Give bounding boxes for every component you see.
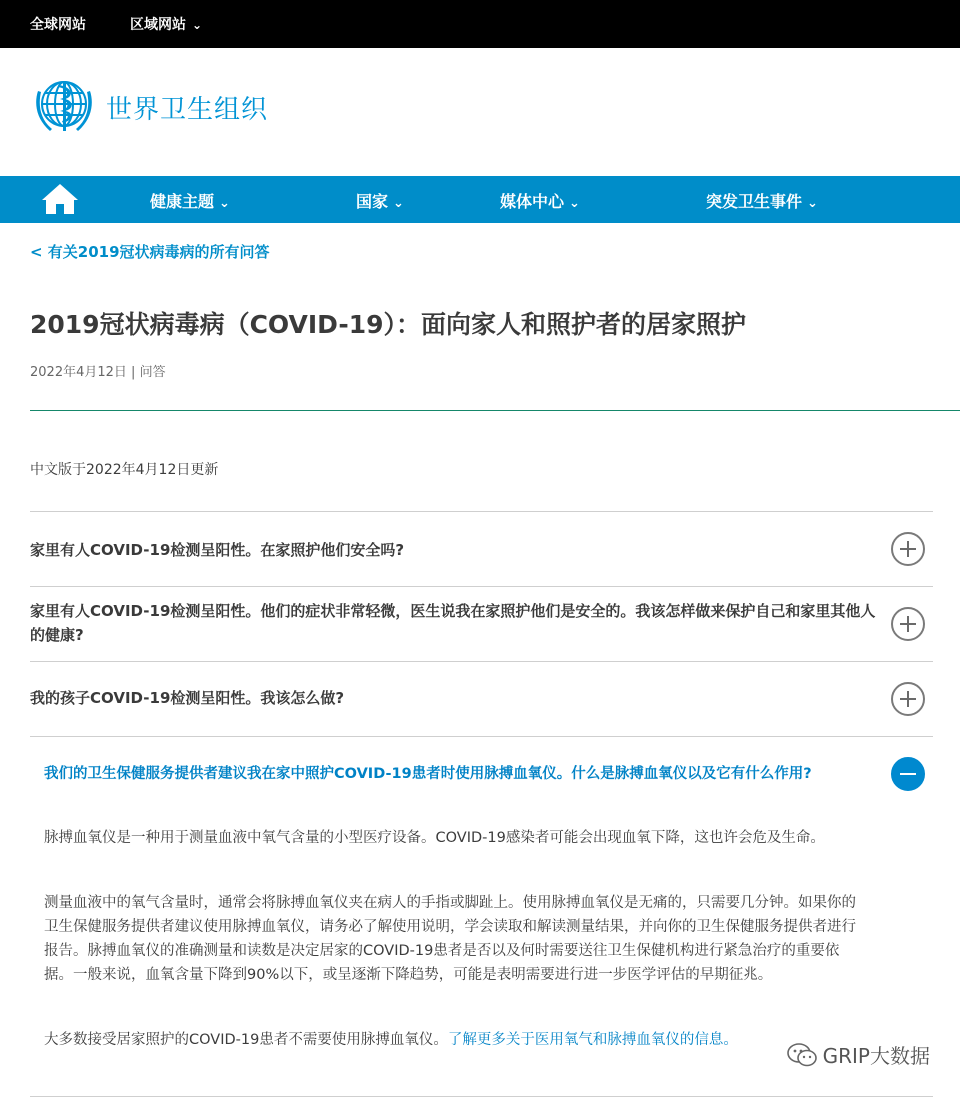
answer-text: 大多数接受居家照护的COVID-19患者不需要使用脉搏血氧仪。 xyxy=(44,1032,448,1048)
chevron-down-icon: ⌄ xyxy=(569,196,580,211)
title-divider xyxy=(30,410,960,411)
page-title: 2019冠状病毒病（COVID-19）：面向家人和照护者的居家照护 xyxy=(30,310,747,339)
faq-question: 我的孩子COVID-19检测呈阳性。我该怎么做? xyxy=(30,689,345,707)
nav-item-emergencies[interactable] xyxy=(706,189,818,212)
chevron-down-icon: ⌄ xyxy=(393,196,404,211)
regional-sites-label: 区域网站 xyxy=(130,17,186,33)
nav-item-health-topics[interactable] xyxy=(150,189,230,212)
answer-paragraph xyxy=(44,1028,864,1052)
expand-plus-icon[interactable] xyxy=(891,682,925,716)
publish-date: 2022年4月12日 xyxy=(30,365,127,380)
regional-sites-dropdown[interactable] xyxy=(130,14,202,34)
answer-paragraph: 测量血液中的氧气含量时，通常会将脉搏血氧仪夹在病人的手指或脚趾上。使用脉搏血氧仪是无痛的，只需要几分钟。如果你的卫生保健服务提供者建议使用脉搏血氧仪，请务必了解使用说明，学会读取和解读测量结果，并向你的卫生保健服务提供者进行报告。脉搏血氧仪的准确测量和读数是决定居家的COVID-19患者是否以及何时需要送往卫生保健机构进行紧急治疗的重要依据。一般来说，血氧含量下降到90%以下，或呈逐渐下降趋势，可能是表明需要进行进一步医学评估的早期征兆。 xyxy=(44,895,856,983)
nav-item-newsroom[interactable] xyxy=(500,189,580,212)
collapse-minus-icon[interactable] xyxy=(891,757,925,791)
chevron-down-icon: ⌄ xyxy=(192,18,203,32)
nav-label: 健康主题 xyxy=(150,192,215,211)
nav-label: 国家 xyxy=(356,192,389,211)
who-logo-link[interactable] xyxy=(28,72,268,142)
home-icon[interactable] xyxy=(40,182,80,216)
update-note: 中文版于2022年4月12日更新 xyxy=(30,462,219,478)
global-sites-link[interactable]: 全球网站 xyxy=(30,17,86,33)
nav-label: 突发卫生事件 xyxy=(706,192,803,211)
watermark xyxy=(787,1040,930,1069)
who-name: 世界卫生组织 xyxy=(106,94,269,125)
nav-label: 媒体中心 xyxy=(500,192,565,211)
faq-item[interactable] xyxy=(30,661,933,736)
meta-separator: | xyxy=(126,365,140,380)
main-nav xyxy=(0,176,960,223)
faq-question: 我们的卫生保健服务提供者建议我在家中照护COVID-19患者时使用脉搏血氧仪。什么是脉搏血氧仪以及它有什么作用? xyxy=(44,766,812,782)
faq-question: 家里有人COVID-19检测呈阳性。他们的症状非常轻微，医生说我在家照护他们是安全的。我该怎样做来保护自己和家里其他人的健康? xyxy=(30,602,876,644)
answer-paragraph: 脉搏血氧仪是一种用于测量血液中氧气含量的小型医疗设备。COVID-19感染者可能会出现血氧下降，这也许会危及生命。 xyxy=(44,830,825,846)
chevron-down-icon: ⌄ xyxy=(807,196,818,211)
expand-plus-icon[interactable] xyxy=(891,607,925,641)
faq-question: 家里有人COVID-19检测呈阳性。在家照护他们安全吗? xyxy=(30,541,405,559)
expand-plus-icon[interactable] xyxy=(891,532,925,566)
faq-divider xyxy=(30,1096,933,1097)
faq-item[interactable] xyxy=(30,586,933,661)
faq-item[interactable] xyxy=(30,511,933,586)
nav-item-countries[interactable] xyxy=(356,189,404,212)
who-emblem-icon xyxy=(28,71,100,143)
content-type: 问答 xyxy=(139,365,166,380)
chevron-down-icon: ⌄ xyxy=(219,196,230,211)
global-topbar xyxy=(0,0,960,48)
wechat-icon xyxy=(787,1042,817,1068)
article-meta xyxy=(30,361,166,380)
watermark-text: GRIP大数据 xyxy=(822,1044,930,1068)
oxygen-info-link[interactable]: 了解更多关于医用氧气和脉搏血氧仪的信息。 xyxy=(447,1032,738,1048)
back-to-all-qa-link[interactable]: < 有关2019冠状病毒病的所有问答 xyxy=(30,243,270,261)
